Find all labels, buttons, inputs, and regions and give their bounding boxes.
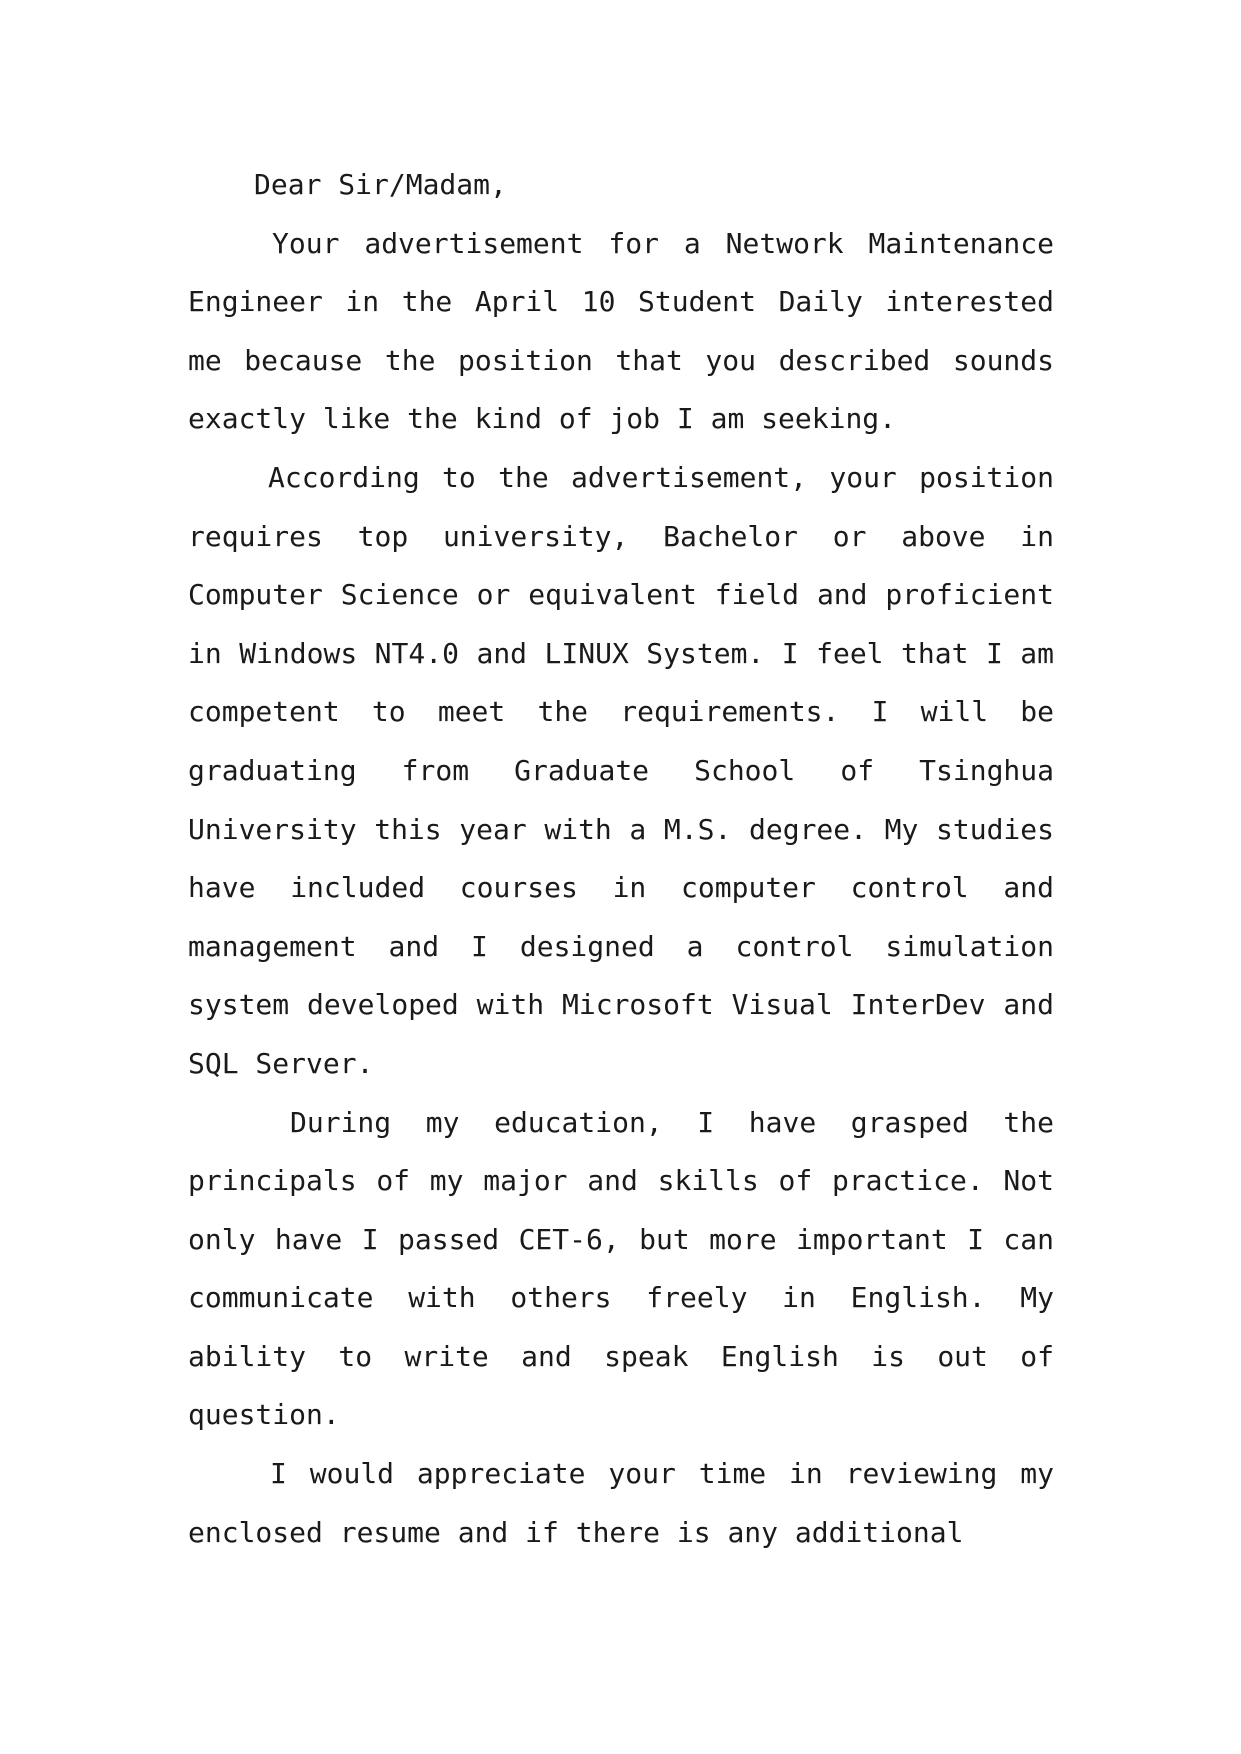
letter-body <box>188 156 1054 1562</box>
paragraph-education-skills: During my education, I have grasped the principals of my major and skills of practice. Not only have I passed CET-6, but more important I can communicate with others freely in English. My ability to write and speak English is out of question. <box>188 1105 1054 1432</box>
paragraph-advertisement-response: Your advertisement for a Network Maintenance Engineer in the April 10 Student Daily interested me because the position that you described sounds exactly like the kind of job I am seeking. <box>188 226 1054 436</box>
letter-greeting: Dear Sir/Madam, <box>254 168 507 201</box>
paragraph-qualifications: According to the advertisement, your position requires top university, Bachelor or above in Computer Science or equivalent field and proficient in Windows NT4.0 and LINUX System. I feel that I am competent to meet the requirements. I will be graduating from Graduate School of Tsinghua University this year with a M.S. degree. My studies have included courses in computer control and management and I designed a control simulation system developed with Microsoft Visual InterDev and SQL Server. <box>188 460 1054 1080</box>
paragraph-closing-request: I would appreciate your time in reviewing my enclosed resume and if there is any additional <box>188 1457 1054 1549</box>
